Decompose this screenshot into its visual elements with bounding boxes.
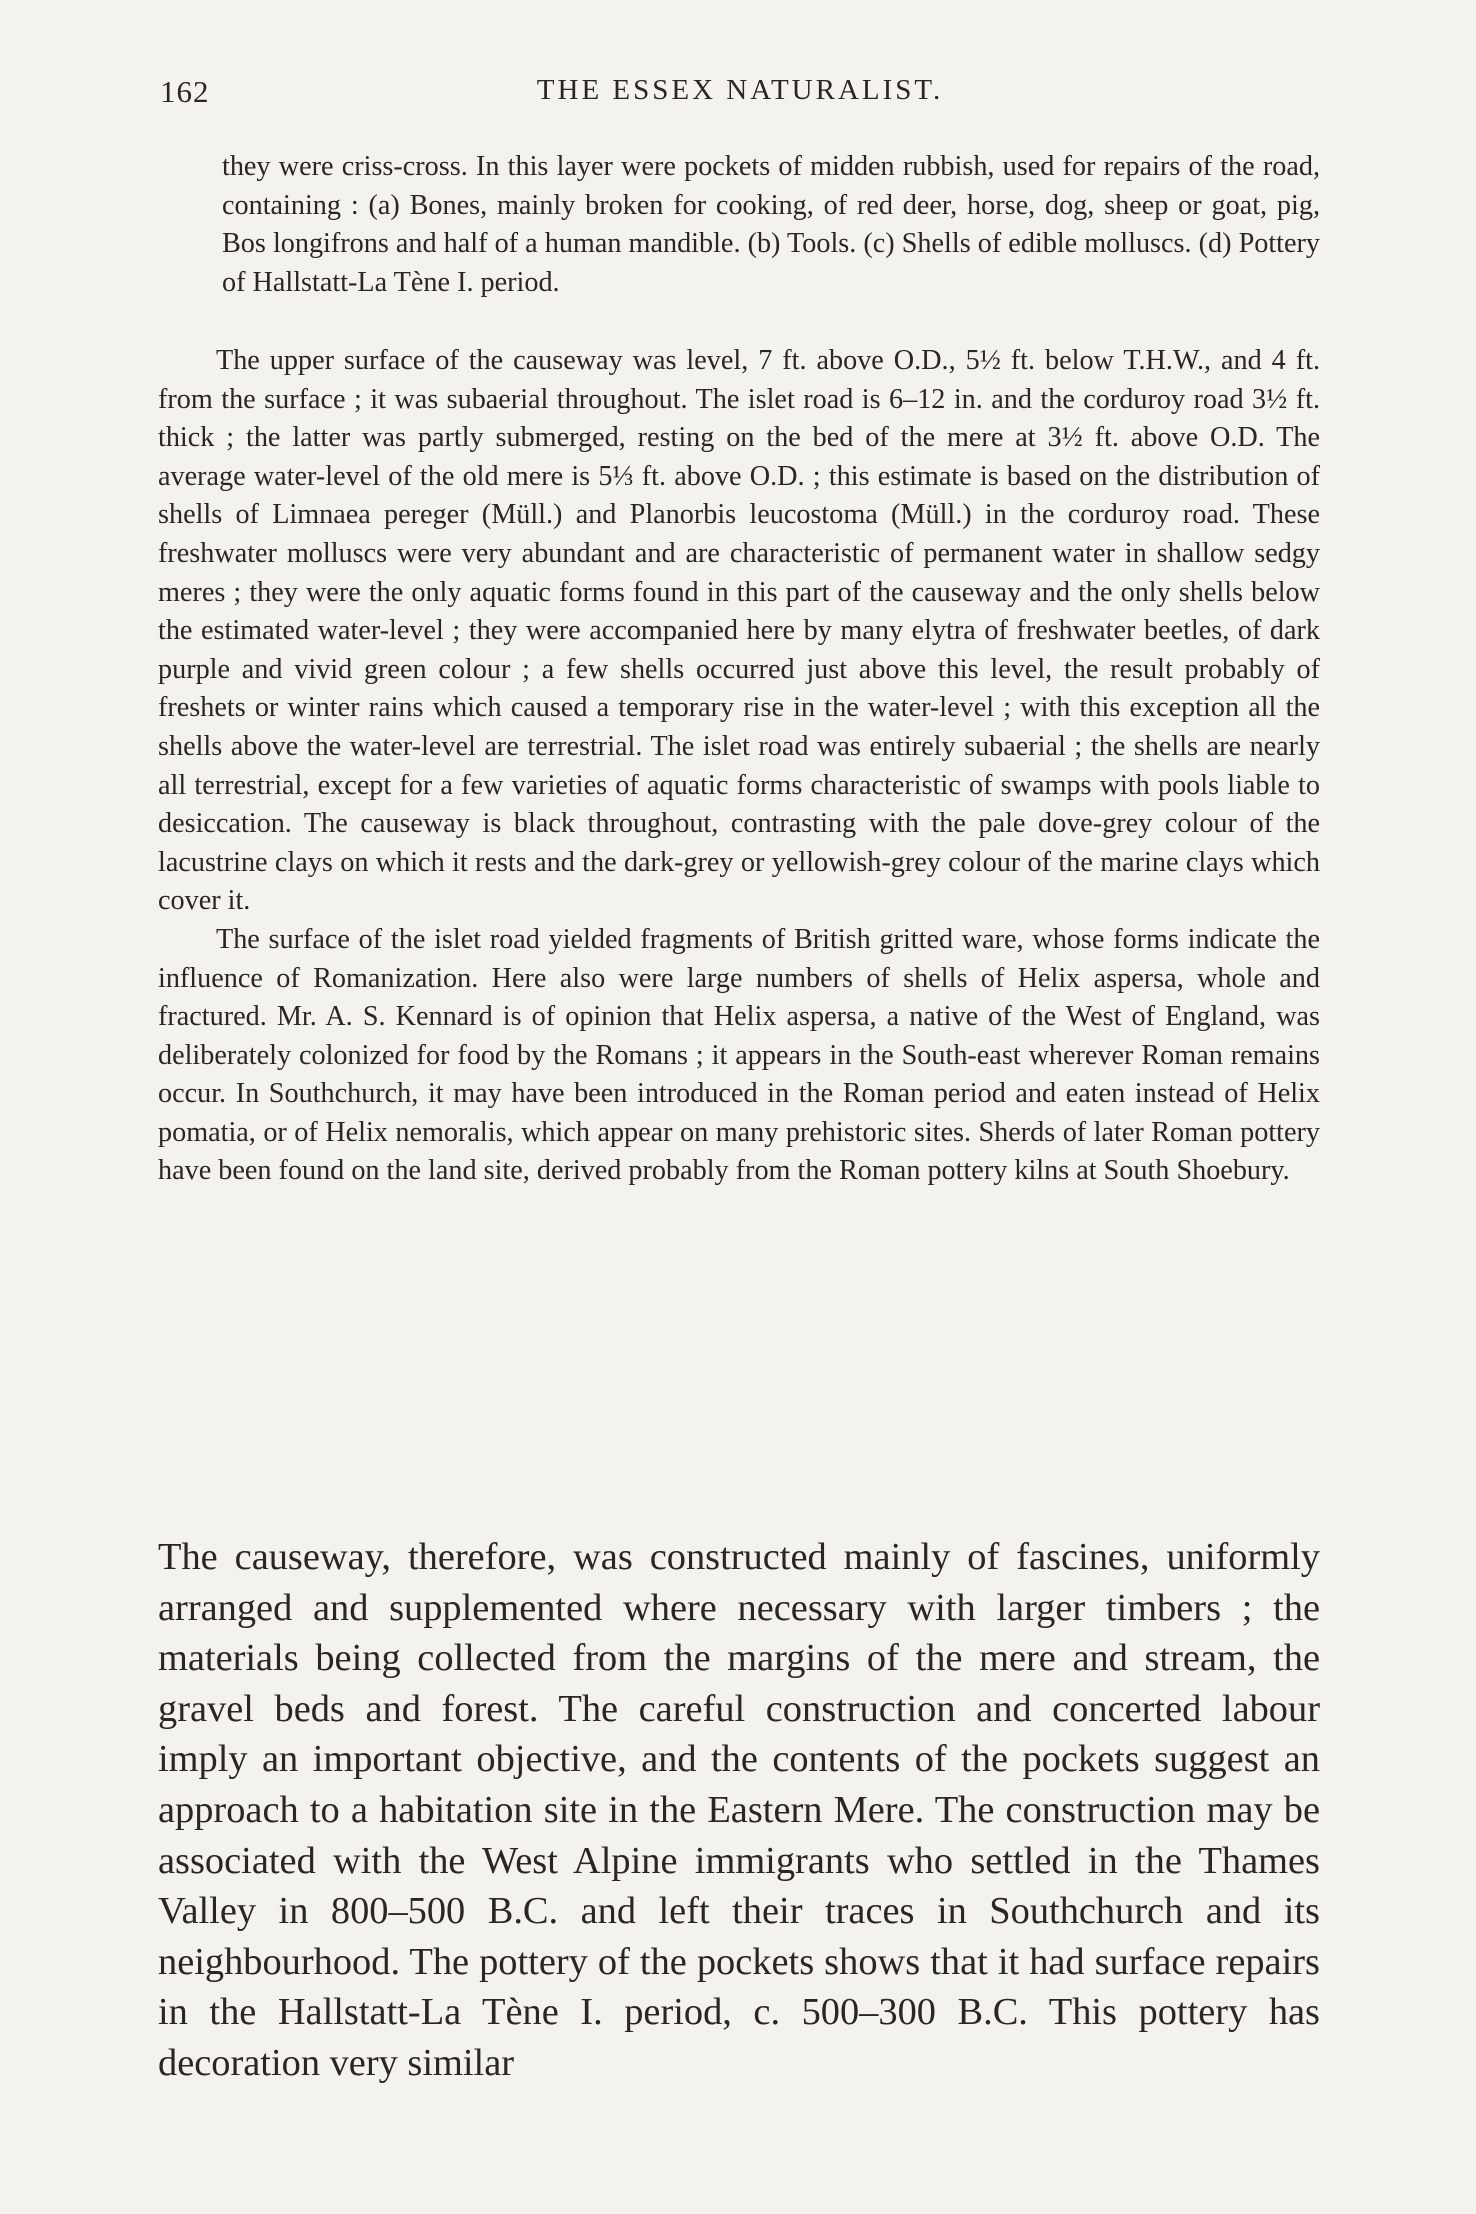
- paragraph-midden-pockets: [158, 148, 1320, 302]
- page-number: 162: [160, 74, 210, 109]
- running-head: THE ESSEX NATURALIST.: [536, 74, 944, 106]
- paragraph-text: The upper surface of the causeway was level, 7 ft. above O.D., 5½ ft. below T.H.W., and 4 ft. from the surface ; it was subaerial throughout. The islet road is 6–12 in. and the corduroy road 3½ ft. thick ; the latter was partly submerged, resting on the bed of the mere at 3½ ft. above O.D. The average water-level of the old mere is 5⅓ ft. above O.D. ; this estimate is based on the distribution of shells of Limnaea pereger (Müll.) and Planorbis leucostoma (Müll.) in the corduroy road. These freshwater molluscs were very abundant and are characteristic of permanent water in shallow sedgy meres ; they were the only aquatic forms found in this part of the causeway and the only shells below the estimated water-level ; they were accompanied here by many elytra of freshwater beetles, of dark purple and vivid green colour ; a few shells occurred just above this level, the result probably of freshets or winter rains which caused a temporary rise in the water-level ; with this exception all the shells above the water-level are terrestrial. The islet road was entirely subaerial ; the shells are nearly all terrestrial, except for a few varieties of aquatic forms characteristic of swamps with pools liable to desiccation. The causeway is black throughout, contrasting with the pale dove-grey colour of the lacustrine clays on which it rests and the dark-grey or yellowish-grey colour of the marine clays which cover it.: [158, 345, 1320, 917]
- paragraph-text: they were criss-cross. In this layer were pockets of midden rubbish, used for repairs of the road, containing : (a) Bones, mainly broken for cooking, of red deer, horse, dog, sheep or goat, pig, Bos longifrons and half of a human mandible. (b) Tools. (c) Shells of edible molluscs. (d) Pottery of Hallstatt-La Tène I. period.: [222, 151, 1320, 298]
- paragraph-text: The causeway, therefore, was constructed mainly of fascines, uniformly arranged and supplemented where necessary with larger timbers ; the materials being collected from the margins of the mere and stream, the gravel beds and forest. The careful construction and concerted labour imply an important objective, and the contents of the pockets suggest an approach to a habitation site in the Eastern Mere. The construction may be associated with the West Alpine immigrants who settled in the Thames Valley in 800–500 B.C. and left their traces in Southchurch and its neighbourhood. The pottery of the pockets shows that it had surface repairs in the Hallstatt-La Tène I. period, c. 500–300 B.C. This pottery has decoration very similar: [158, 1536, 1320, 2084]
- paragraph-conclusion: [158, 1532, 1320, 2089]
- page-header: [160, 74, 1320, 114]
- paragraph-islet-road: The surface of the islet road yielded fragments of British gritted ware, whose forms indicate the influence of Romanization. Here also were large numbers of shells of Helix aspersa, whole and fractured. Mr. A. S. Kennard is of opinion that Helix aspersa, a native of the West of England, was deliberately colonized for food by the Romans ; it appears in the South-east wherever Roman remains occur. In Southchurch, it may have been introduced in the Roman period and eaten instead of Helix pomatia, or of Helix nemoralis, which appear on many prehistoric sites. Sherds of later Roman pottery have been found on the land site, derived probably from the Roman pottery kilns at South Shoebury.: [158, 923, 1320, 1187]
- paragraph-causeway-surface: [158, 342, 1320, 1191]
